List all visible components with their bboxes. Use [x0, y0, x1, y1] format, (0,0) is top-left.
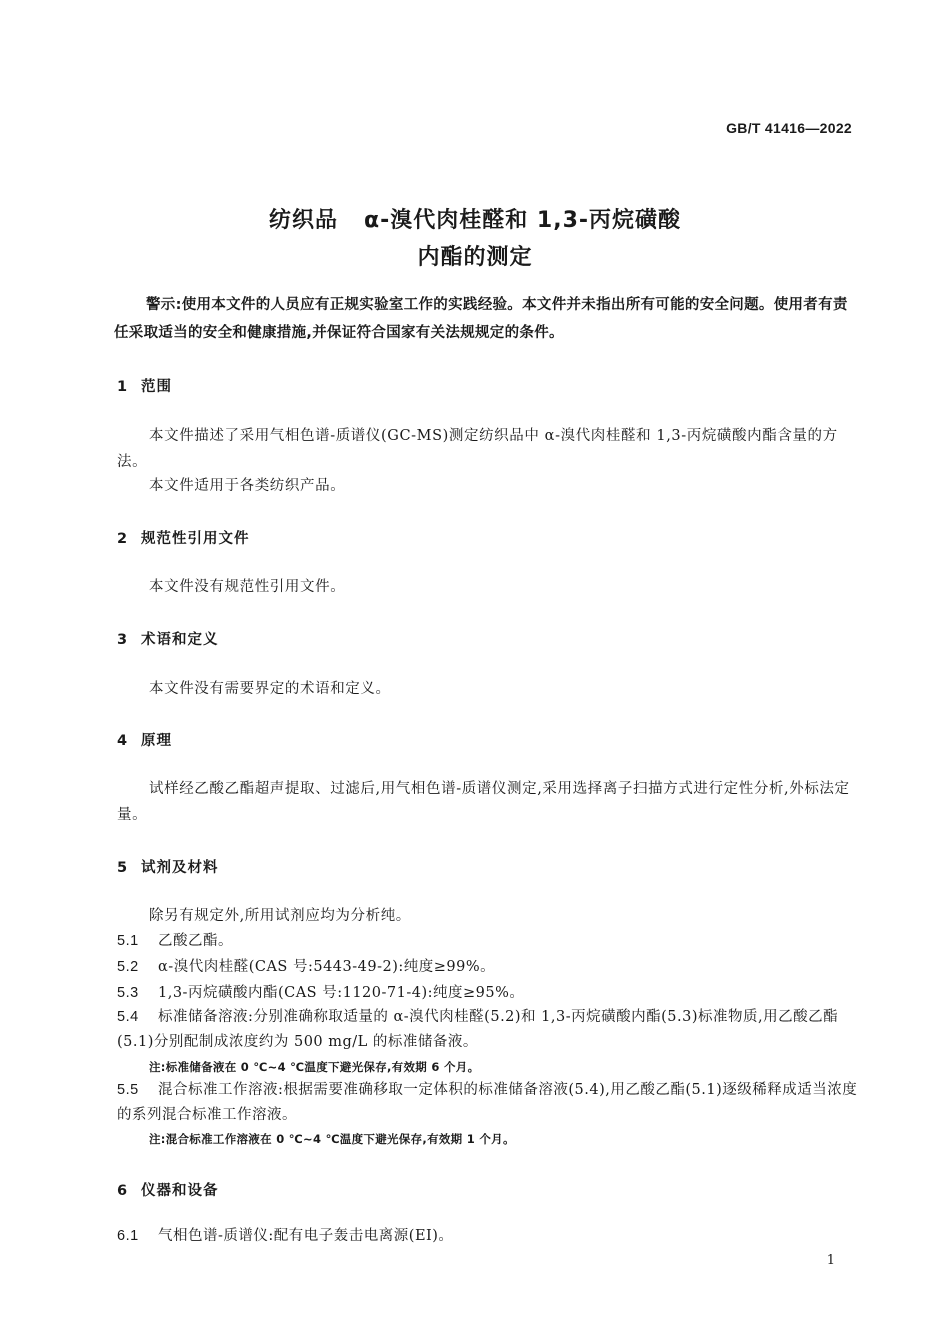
list-item	[117, 929, 859, 954]
section-title: 原理	[141, 733, 172, 749]
item-text: 乙酸乙酯。	[158, 933, 233, 949]
section-number: 1	[117, 379, 129, 395]
document-title-line2: 内酯的测定	[417, 245, 533, 270]
paragraph: 本文件没有需要界定的术语和定义。	[149, 681, 391, 697]
page-number: 1	[826, 1253, 835, 1268]
list-item	[117, 955, 859, 980]
item-number: 6.1	[117, 1228, 139, 1244]
section-number: 6	[117, 1183, 129, 1199]
item-text: α-溴代肉桂醛(CAS 号:5443-49-2):纯度≥99%。	[158, 959, 496, 975]
warning-text: 警示:使用本文件的人员应有正规实验室工作的实践经验。本文件并未指出所有可能的安全问题。使用者有责任采取适当的安全和健康措施,并保证符合国家有关法规规定的条件。	[114, 297, 848, 341]
paragraph: 本文件适用于各类纺织产品。	[149, 478, 346, 494]
section-number: 5	[117, 860, 129, 876]
list-item	[117, 981, 859, 1006]
item-text: 标准储备溶液:分别准确称取适量的 α-溴代肉桂醛(5.2)和 1,3-丙烷磺酸内酯(5.3)标准物质,用乙酸乙酯(5.1)分别配制成浓度约为 500 mg/L 的标准储备液。	[117, 1009, 839, 1050]
section-heading-4	[117, 729, 172, 750]
list-item	[117, 1005, 859, 1055]
standard-number: GB/T 41416—2022	[726, 120, 852, 136]
section-number: 3	[117, 632, 129, 648]
list-item	[117, 1078, 859, 1128]
section-title: 规范性引用文件	[141, 531, 250, 547]
paragraph: 除另有规定外,所用试剂应均为分析纯。	[149, 908, 411, 924]
section-title: 术语和定义	[141, 632, 219, 648]
note: 注:标准储备液在 0 ℃~4 ℃温度下避光保存,有效期 6 个月。	[149, 1060, 480, 1074]
item-number: 5.2	[117, 959, 139, 975]
section-number: 2	[117, 531, 129, 547]
item-number: 5.3	[117, 985, 139, 1001]
list-item	[117, 1224, 859, 1249]
item-number: 5.4	[117, 1009, 139, 1025]
section-number: 4	[117, 733, 129, 749]
section-heading-1	[117, 375, 172, 396]
section-title: 范围	[141, 379, 172, 395]
document-title-line1	[0, 203, 950, 234]
section-title: 试剂及材料	[141, 860, 219, 876]
item-text: 气相色谱-质谱仪:配有电子轰击电离源(EI)。	[158, 1228, 454, 1244]
paragraph: 本文件没有规范性引用文件。	[149, 579, 346, 595]
title-part1: 纺织品	[268, 208, 338, 233]
section-heading-6	[117, 1179, 219, 1200]
title-part2: α-溴代肉桂醛和 1,3-丙烷磺酸	[364, 208, 682, 233]
section-heading-2	[117, 527, 250, 548]
section-heading-3	[117, 628, 219, 649]
section-title: 仪器和设备	[141, 1183, 219, 1199]
paragraph: 本文件描述了采用气相色谱-质谱仪(GC-MS)测定纺织品中 α-溴代肉桂醛和 1,3-丙烷磺酸内酯含量的方法。	[117, 428, 838, 470]
item-text: 混合标准工作溶液:根据需要准确移取一定体积的标准储备溶液(5.4),用乙酸乙酯(5.1)逐级稀释成适当浓度的系列混合标准工作溶液。	[117, 1082, 858, 1123]
paragraph: 试样经乙酸乙酯超声提取、过滤后,用气相色谱-质谱仪测定,采用选择离子扫描方式进行定性分析,外标法定量。	[117, 781, 850, 823]
item-text: 1,3-丙烷磺酸内酯(CAS 号:1120-71-4):纯度≥95%。	[158, 985, 525, 1001]
section-heading-5	[117, 856, 219, 877]
note: 注:混合标准工作溶液在 0 ℃~4 ℃温度下避光保存,有效期 1 个月。	[149, 1132, 515, 1146]
item-number: 5.5	[117, 1082, 139, 1098]
item-number: 5.1	[117, 933, 139, 949]
